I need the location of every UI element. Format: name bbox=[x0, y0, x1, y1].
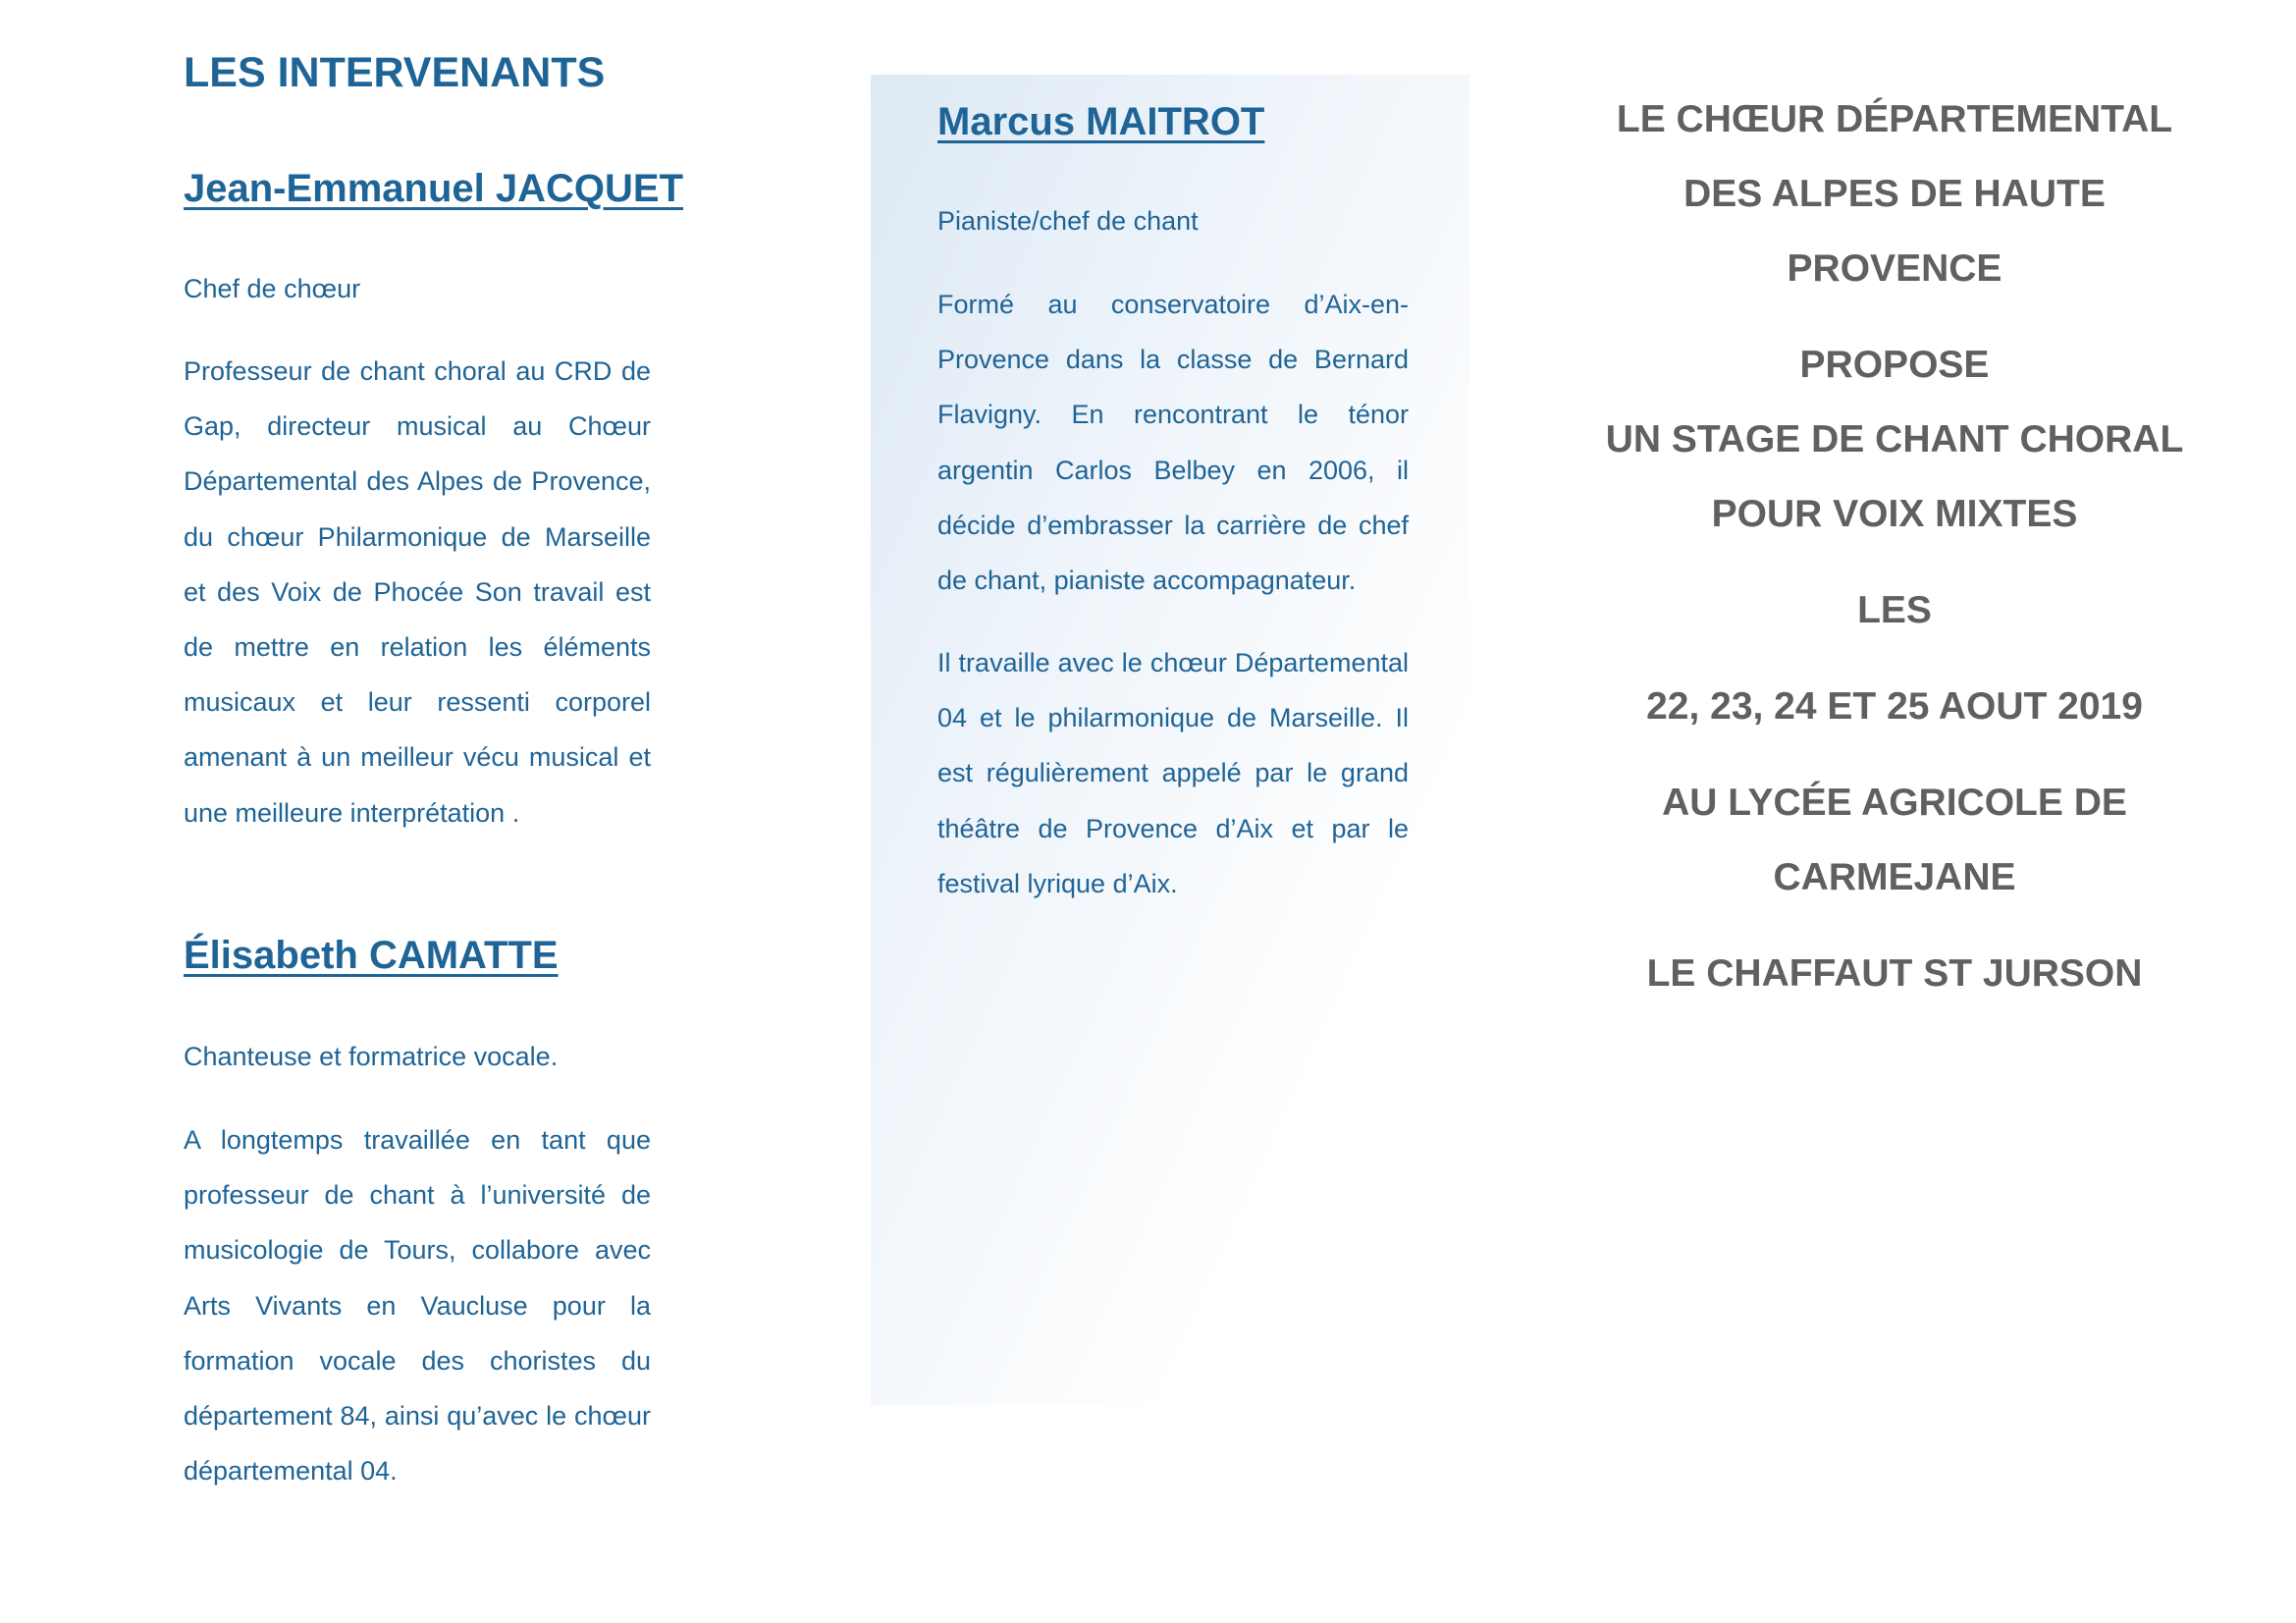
section-title: LES INTERVENANTS bbox=[184, 49, 606, 96]
event-dates: 22, 23, 24 ET 25 AOUT 2019 bbox=[1646, 685, 2143, 728]
speaker-name-jacquet: Jean-Emmanuel JACQUET bbox=[184, 167, 684, 210]
headline-line-2: DES ALPES DE HAUTE bbox=[1683, 173, 2106, 215]
headline-line-3: PROVENCE bbox=[1787, 247, 2002, 290]
headline-line-1: LE CHŒUR DÉPARTEMENTAL bbox=[1616, 98, 2173, 140]
speaker-bio-jacquet: Professeur de chant choral au CRD de Gap, directeur musical au Chœur Départemental des Alpes de Provence, du chœur Philarmonique de Marseille et des Voix de Phocée Son travail est de mettre en relation les éléments musicaux et leur ressenti corporel amenant à un meilleur vécu musical et une meilleure interprétation . bbox=[184, 356, 651, 828]
headline-line-7: LES bbox=[1857, 589, 1932, 631]
speaker-name-maitrot: Marcus MAITROT bbox=[937, 100, 1265, 143]
speaker-role-jacquet: Chef de chœur bbox=[184, 274, 361, 303]
speaker-bio-camatte: A longtemps travaillée en tant que professeur de chant à l’université de musicologie de Tours, collabore avec Arts Vivants en Vaucluse pour la formation vocale des choristes du département 84, ainsi qu’avec le chœur départemental 04. bbox=[184, 1125, 651, 1487]
event-location: LE CHAFFAUT ST JURSON bbox=[1646, 952, 2143, 995]
headline-line-4: PROPOSE bbox=[1799, 344, 1990, 386]
speaker-bio-maitrot-1: Formé au conservatoire d’Aix-en-Provence dans la classe de Bernard Flavigny. En rencontrant le ténor argentin Carlos Belbey en 2006, il décide d’embrasser la carrière de chef de chant, pianiste accompagnateur. bbox=[937, 290, 1409, 596]
speaker-bio-maitrot-2: Il travaille avec le chœur Départemental 04 et le philarmonique de Marseille. Il est régulièrement appelé par le grand théâtre de Provence d’Aix et par le festival lyrique d’Aix. bbox=[937, 648, 1409, 898]
headline-line-10: CARMEJANE bbox=[1773, 856, 2016, 898]
headline-line-9: AU LYCÉE AGRICOLE DE bbox=[1662, 782, 2127, 824]
speaker-role-camatte: Chanteuse et formatrice vocale. bbox=[184, 1042, 559, 1071]
speaker-role-maitrot: Pianiste/chef de chant bbox=[937, 206, 1199, 236]
headline-line-5: UN STAGE DE CHANT CHORAL bbox=[1605, 418, 2184, 460]
headline-line-6: POUR VOIX MIXTES bbox=[1711, 493, 2078, 535]
speaker-name-camatte: Élisabeth CAMATTE bbox=[184, 934, 559, 977]
